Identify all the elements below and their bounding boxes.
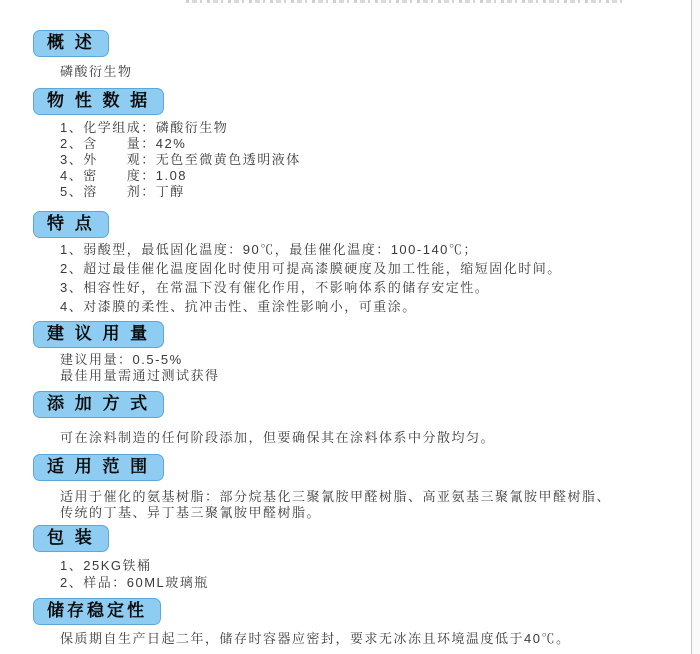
list-item: 2、样品：60ML玻璃瓶: [60, 575, 209, 591]
page-gutter: [692, 0, 700, 654]
list-item: 2、含 量：42%: [60, 136, 187, 152]
list-item: 1、化学组成：磷酸衍生物: [60, 120, 229, 136]
section-body-features: [60, 240, 678, 316]
section-application-scope: [33, 454, 678, 521]
page-edge-line: [691, 0, 692, 654]
section-header-storage-stability: 储存稳定性: [33, 598, 161, 625]
text-line: 保质期自生产日起二年，储存时容器应密封，要求无冰冻且环境温度低于40℃。: [60, 631, 571, 647]
list-item: 4、对漆膜的柔性、抗冲击性、重涂性影响小，可重涂。: [60, 299, 417, 315]
section-body-addition-method: [60, 429, 678, 446]
text-line: 适用于催化的氨基树脂：部分烷基化三聚氰胺甲醛树脂、高亚氨基三聚氰胺甲醛树脂、传统的丁基、异丁基三聚氰胺甲醛树脂。: [60, 489, 612, 521]
section-header-overview: 概 述: [33, 30, 109, 57]
section-suggested-dosage: [33, 321, 678, 384]
section-body-suggested-dosage: [60, 352, 678, 384]
section-header-application-scope: 适 用 范 围: [33, 454, 164, 481]
text-line: 磷酸衍生物: [60, 64, 133, 80]
section-body-application-scope: [60, 489, 622, 521]
section-header-physical-data: 物 性 数 据: [33, 88, 164, 115]
section-header-addition-method: 添 加 方 式: [33, 391, 164, 418]
clipped-text-artifact: [186, 0, 626, 3]
list-item: 3、外 观：无色至微黄色透明液体: [60, 152, 301, 168]
section-body-overview: [60, 63, 678, 80]
content-column: [33, 30, 678, 647]
section-physical-data: [33, 88, 678, 200]
section-storage-stability: [33, 598, 678, 647]
list-item: 1、弱酸型，最低固化温度：90℃，最佳催化温度：100-140℃；: [60, 242, 478, 258]
section-header-packaging: 包 装: [33, 525, 109, 552]
section-addition-method: [33, 391, 678, 446]
list-item: 2、超过最佳催化温度固化时使用可提高漆膜硬度及加工性能，缩短固化时间。: [60, 261, 562, 277]
text-line: 建议用量：0.5-5%: [60, 352, 183, 368]
section-header-features: 特 点: [33, 211, 109, 238]
section-body-packaging: [60, 557, 678, 591]
section-overview: [33, 30, 678, 80]
section-body-storage-stability: [60, 630, 678, 647]
section-packaging: [33, 525, 678, 591]
list-item: 5、溶 剂：丁醇: [60, 184, 185, 200]
text-line: 可在涂料制造的任何阶段添加，但要确保其在涂料体系中分散均匀。: [60, 430, 496, 446]
list-item: 4、密 度：1.08: [60, 168, 188, 184]
list-item: 3、相容性好，在常温下没有催化作用，不影响体系的储存安定性。: [60, 280, 490, 296]
section-body-physical-data: [60, 120, 678, 200]
list-item: 1、25KG铁桶: [60, 558, 152, 574]
section-features: [33, 211, 678, 316]
text-line: 最佳用量需通过测试获得: [60, 368, 220, 384]
section-header-suggested-dosage: 建 议 用 量: [33, 321, 164, 348]
